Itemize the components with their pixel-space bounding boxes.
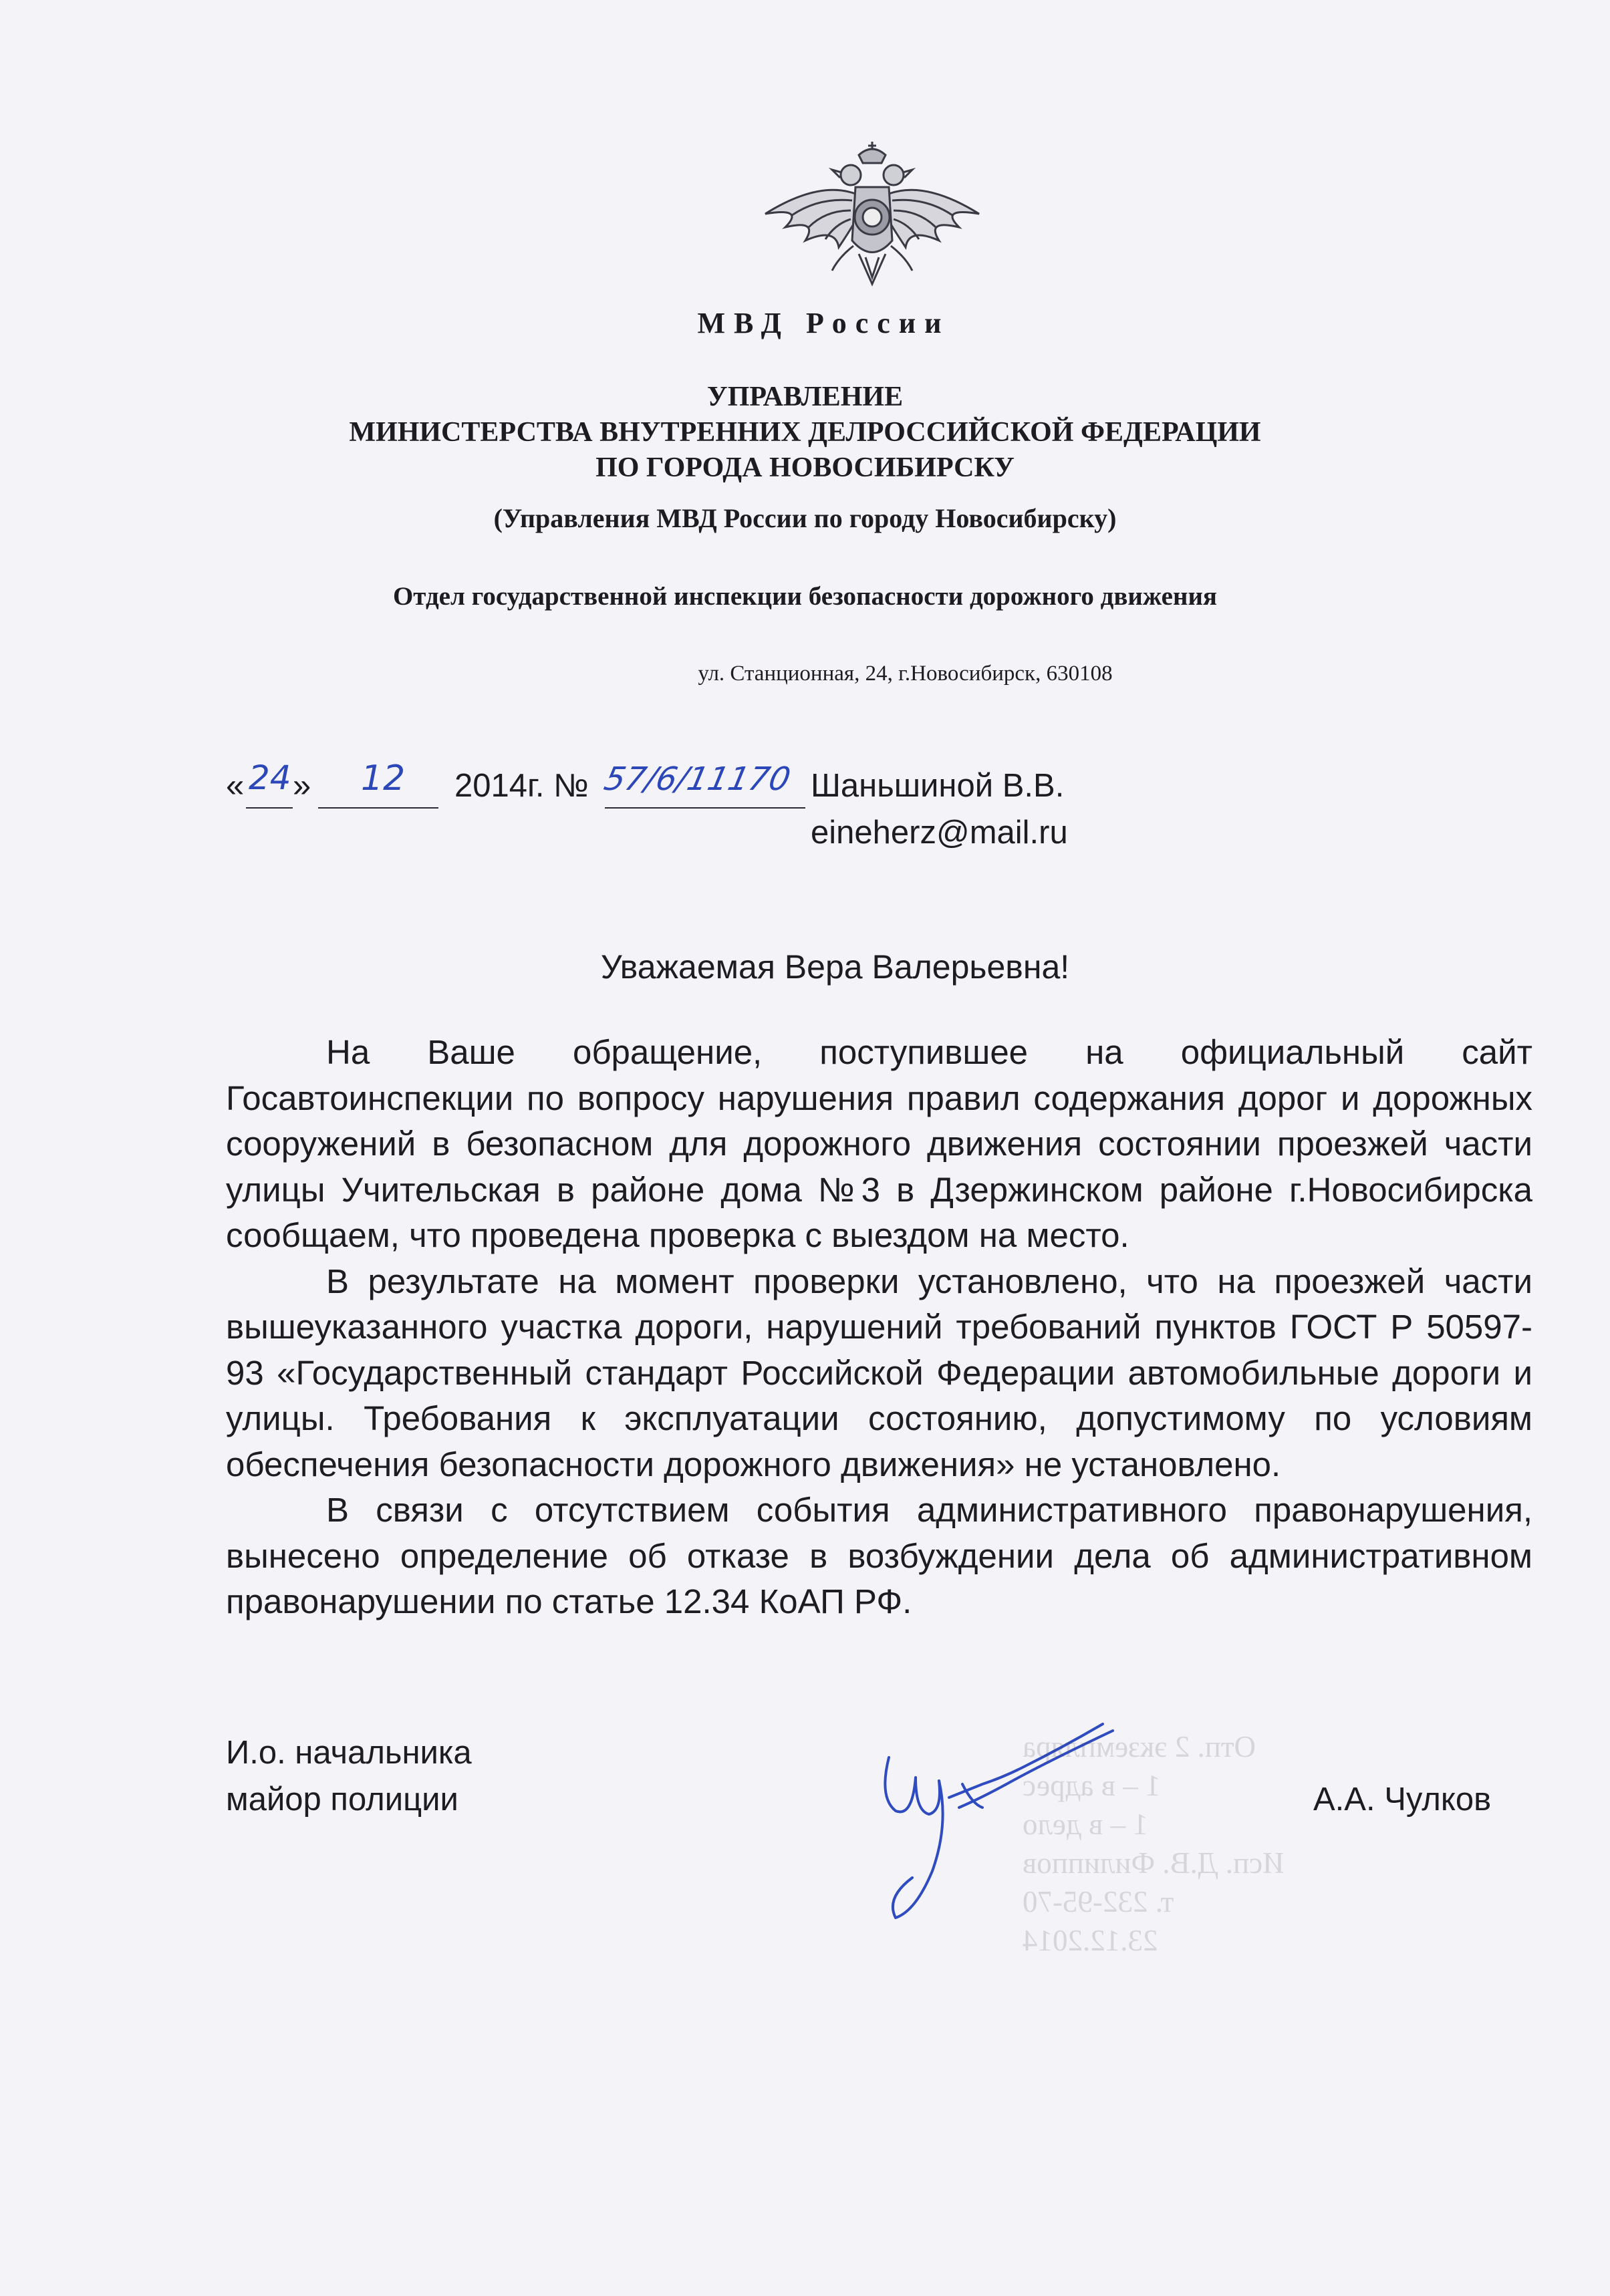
bleed-through-line: т. 232-95-70 bbox=[1023, 1885, 1174, 1918]
bleed-through-line: 23.12.2014 bbox=[1023, 1924, 1158, 1957]
bleed-through-line: Исп. Д.В. Филиппов bbox=[1023, 1846, 1285, 1880]
letter-body bbox=[226, 1030, 1532, 1625]
department-title-line1: УПРАВЛЕНИЕ bbox=[706, 382, 904, 412]
body-paragraph-1: На Ваше обращение, поступившее на официальный сайт Госавтоинспекции по вопросу нарушения правил содержания дорог и дорожных сооружений в безопасном для дорожного движения состоянии проезжей части улицы Учительская в районе дома №3 в Дзержинском районе г.Новосибирска сообщаем, что проведена проверка с выездом на место. bbox=[226, 1033, 1532, 1254]
reference-number: 57/6/11170 bbox=[601, 760, 794, 798]
reference-month: 12 bbox=[361, 758, 406, 799]
body-paragraph-2: В результате на момент проверки установлено, что на проезжей части вышеуказанного участка дороги, нарушений требований пунктов ГОСТ Р 50597-93 «Государственный стандарт Российской Федерации автомобильные дороги и улицы. Требования к эксплуатации состоянию, допустимому по условиям обеспечения безопасности дорожного движения» не установлено. bbox=[226, 1262, 1532, 1483]
department-title-line3: ПО ГОРОДА НОВОСИБИРСКУ bbox=[595, 452, 1015, 483]
body-paragraph-3: В связи с отсутствием события административного правонарушения, вынесено определение об отказе в возбуждении дела об административном правонарушении по статье 12.34 КоАП РФ. bbox=[226, 1491, 1532, 1620]
signer-title-line1: И.о. начальника bbox=[226, 1735, 472, 1771]
office-address: ул. Станционная, 24, г.Новосибирск, 630108 bbox=[698, 662, 1113, 686]
signer-name: А.А. Чулков bbox=[1313, 1781, 1492, 1818]
bleed-through-note bbox=[1023, 1727, 1397, 1960]
department-title-line4: (Управления МВД России по городу Новосибирску) bbox=[493, 503, 1117, 533]
bleed-through-line: Отп. 2 экземпляра bbox=[1023, 1730, 1256, 1763]
signer-title-line2: майор полиции bbox=[226, 1781, 458, 1818]
reference-close-quote: » bbox=[293, 768, 311, 804]
agency-title: МВД России bbox=[697, 307, 950, 339]
bleed-through-line: 1 – в дело bbox=[1023, 1808, 1148, 1841]
bleed-through-line: 1 – в адрес bbox=[1023, 1769, 1161, 1802]
reference-day: 24 bbox=[249, 758, 291, 797]
reference-open-quote: « bbox=[226, 768, 245, 804]
salutation: Уважаемая Вера Валерьевна! bbox=[600, 948, 1070, 986]
subdepartment-title: Отдел государственной инспекции безопасности дорожного движения bbox=[392, 582, 1218, 611]
recipient-name: Шаньшиной В.В. bbox=[811, 768, 1065, 804]
reference-year-number-label: 2014г. № bbox=[454, 768, 589, 804]
department-title-line2: МИНИСТЕРСТВА ВНУТРЕННИХ ДЕЛРОССИЙСКОЙ ФЕДЕРАЦИИ bbox=[349, 417, 1261, 448]
mvd-eagle-emblem-icon bbox=[739, 140, 1006, 307]
recipient-email: eineherz@mail.ru bbox=[811, 815, 1068, 851]
